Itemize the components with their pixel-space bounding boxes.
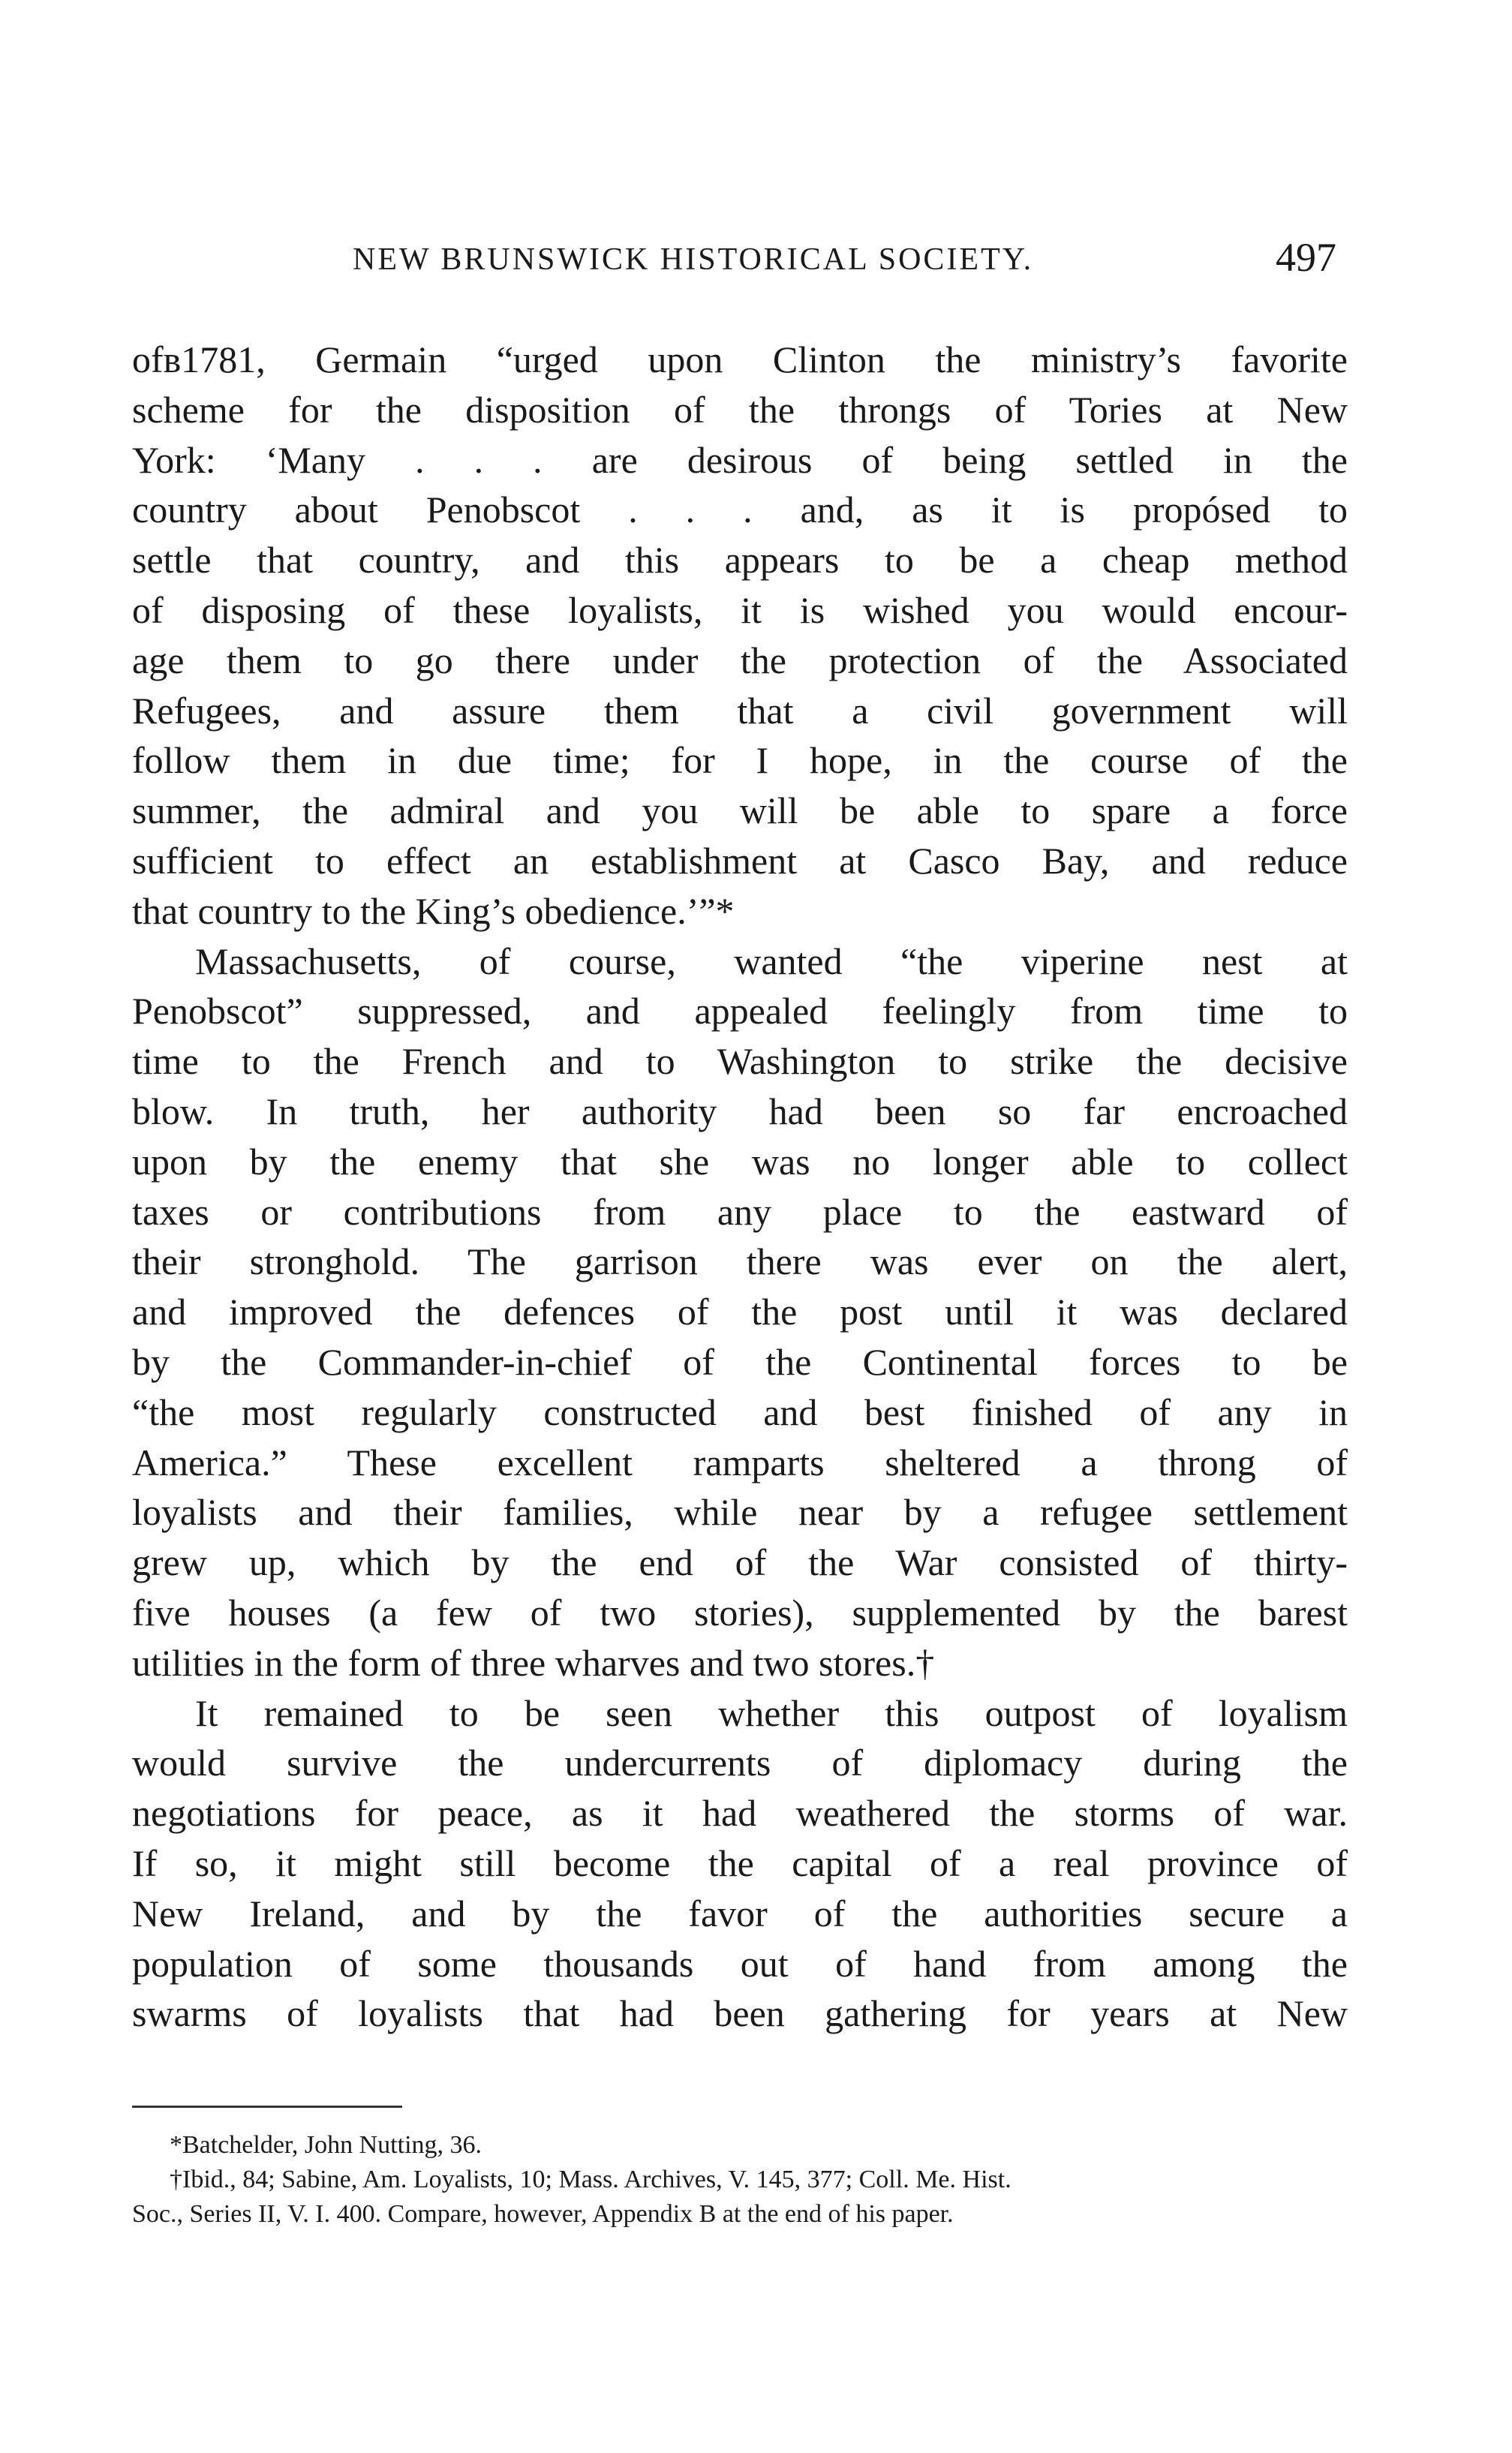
text-line: summer, the admiral and you will be able to spare a force — [132, 789, 1348, 832]
text-line: population of some thousands out of hand from among the — [132, 1942, 1348, 1985]
text-line: America.” These excellent ramparts sheltered a throng of — [132, 1441, 1348, 1484]
text-line: of disposing of these loyalists, it is wished you would encour- — [132, 588, 1348, 631]
text-line: follow them in due time; for I hope, in the course of the — [132, 739, 1348, 782]
text-line: Refugees, and assure them that a civil government will — [132, 689, 1348, 732]
text-line: age them to go there under the protection of the Associated — [132, 639, 1348, 681]
text-line: time to the French and to Washington to strike the decisive — [132, 1040, 1348, 1083]
text-line: York: ‘Many . . . are desirous of being settled in the — [132, 438, 1348, 481]
text-line: If so, it might still become the capital of a real province of — [132, 1841, 1348, 1884]
text-line: grew up, which by the end of the War consisted of thirty- — [132, 1541, 1348, 1584]
body-text — [132, 335, 1348, 2039]
text-line: and improved the defences of the post until it was declared — [132, 1291, 1348, 1333]
text-line: that country to the King’s obedience.’”* — [132, 889, 735, 932]
footnote-continuation: Soc., Series II, V. I. 400. Compare, however, Appendix B at the end of his paper. — [132, 2200, 954, 2228]
text-line: sufficient to effect an establishment at Casco Bay, and reduce — [132, 839, 1348, 882]
text-line: “the most regularly constructed and best finished of any in — [132, 1390, 1348, 1433]
footnote: *Batchelder, John Nutting, 36. — [170, 2131, 482, 2159]
text-line: loyalists and their families, while near by a refugee settlement — [132, 1491, 1348, 1534]
text-line: New Ireland, and by the favor of the authorities secure a — [132, 1892, 1348, 1934]
text-line: scheme for the disposition of the throngs of Tories at New — [132, 388, 1348, 431]
page-number: 497 — [1276, 235, 1336, 280]
footnote: †Ibid., 84; Sabine, Am. Loyalists, 10; Mass. Archives, V. 145, 377; Coll. Me. Hist. — [170, 2166, 1012, 2193]
text-line: by the Commander-in-chief of the Continental forces to be — [132, 1340, 1348, 1383]
text-line: utilities in the form of three wharves and two stores.† — [132, 1641, 935, 1684]
footnote-divider — [132, 2106, 402, 2108]
text-line: Penobscot” suppressed, and appealed feelingly from time to — [132, 990, 1348, 1033]
text-line: would survive the undercurrents of diplomacy during the — [132, 1742, 1348, 1784]
text-line: upon by the enemy that she was no longer able to collect — [132, 1140, 1348, 1183]
text-line: It remained to be seen whether this outpost of loyalism — [195, 1691, 1348, 1734]
text-line: taxes or contributions from any place to the eastward of — [132, 1190, 1348, 1233]
text-line: negotiations for peace, as it had weathered the storms of war. — [132, 1792, 1348, 1835]
text-line: their stronghold. The garrison there was ever on the alert, — [132, 1240, 1348, 1283]
text-line: settle that country, and this appears to be a cheap method — [132, 539, 1348, 582]
text-line: five houses (a few of two stories), supplemented by the barest — [132, 1591, 1348, 1634]
running-head: NEW BRUNSWICK HISTORICAL SOCIETY. — [353, 242, 1034, 277]
text-line: ofʙ1781, Germain “urged upon Clinton the ministry’s favorite — [132, 338, 1348, 380]
text-line: swarms of loyalists that had been gathering for years at New — [132, 1992, 1348, 2035]
text-line: country about Penobscot . . . and, as it is propósed to — [132, 488, 1348, 531]
text-line: blow. In truth, her authority had been so far encroached — [132, 1090, 1348, 1132]
footnotes — [132, 2128, 1303, 2232]
text-line: Massachusetts, of course, wanted “the viperine nest at — [195, 939, 1348, 982]
